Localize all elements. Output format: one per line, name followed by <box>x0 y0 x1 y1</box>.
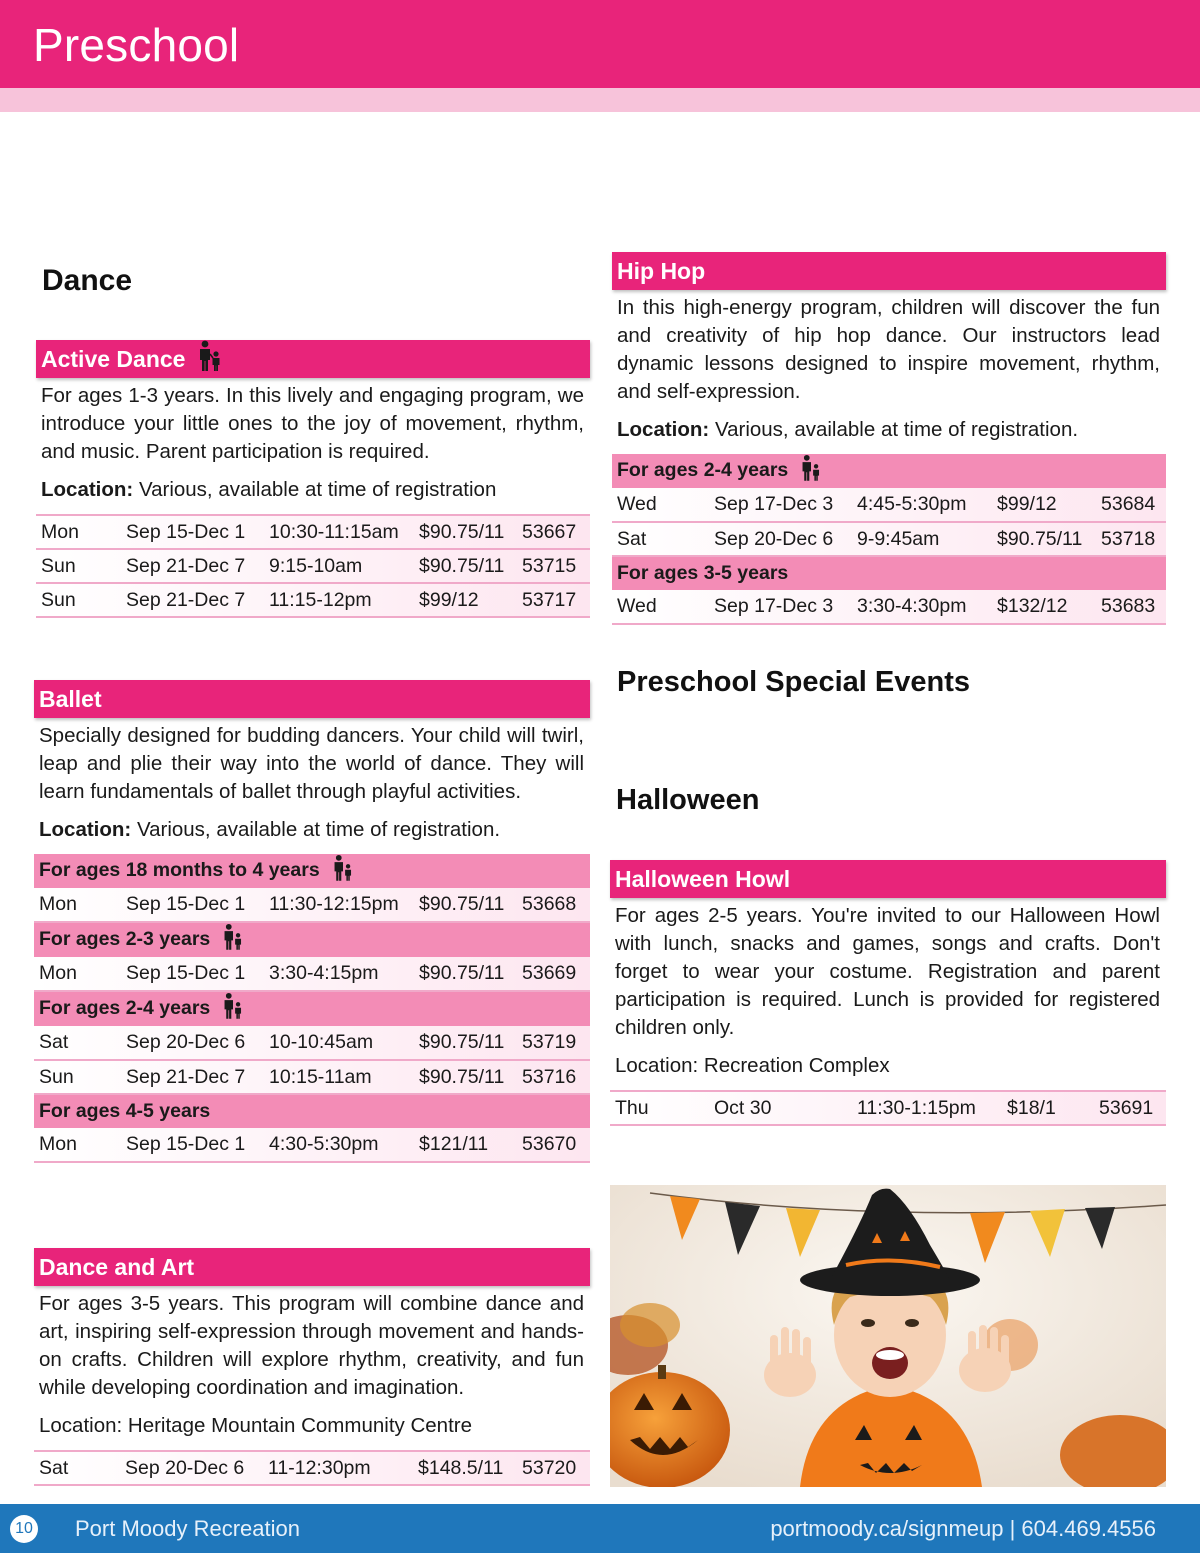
halloween-howl-program <box>610 860 1166 1126</box>
age-group-row: For ages 4-5 years <box>34 1094 590 1128</box>
halloween-howl-title: Halloween Howl <box>615 865 791 892</box>
table-row: Wed Sep 17-Dec 3 4:45-5:30pm $99/12 53684 <box>612 488 1166 522</box>
course-code[interactable]: 53718 <box>1096 522 1166 556</box>
page-title: Preschool <box>33 19 240 71</box>
age-group-row: For ages 2-4 years <box>34 991 590 1026</box>
dance-and-art-description: For ages 3-5 years. This program will combine dance and art, inspiring self-expression through movement and hands-on crafts. Children will explore rhythm, creativity, and fun while developing coordination and imagination. <box>39 1292 584 1399</box>
table-row: Sun Sep 21-Dec 7 10:15-11am $90.75/11 53716 <box>34 1060 590 1094</box>
ballet-description: Specially designed for budding dancers. Your child will twirl, leap and plie their way into the world of dance. They will learn fundamentals of ballet through playful activities. <box>39 724 584 803</box>
parent-child-icon <box>332 854 354 888</box>
hip-hop-title: Hip Hop <box>617 257 706 284</box>
header-stripe <box>0 88 1200 112</box>
hip-hop-program <box>612 252 1166 625</box>
table-row: Thu Oct 30 11:30-1:15pm $18/1 53691 <box>610 1091 1166 1125</box>
course-code[interactable]: 53715 <box>517 549 590 583</box>
hip-hop-location: Location: Various, available at time of registration. <box>617 418 1079 441</box>
table-row: Mon Sep 15-Dec 1 4:30-5:30pm $121/11 53670 <box>34 1128 590 1162</box>
left-column <box>36 264 590 1479</box>
course-code[interactable]: 53691 <box>1094 1091 1166 1125</box>
age-group-row: For ages 2-4 years <box>612 454 1166 488</box>
age-group-row: For ages 2-3 years <box>34 922 590 957</box>
table-row: Sun Sep 21-Dec 7 9:15-10am $90.75/11 53715 <box>36 549 590 583</box>
active-dance-title: Active Dance <box>41 345 186 372</box>
right-column <box>612 252 1166 1119</box>
dance-and-art-location: Location: Heritage Mountain Community Centre <box>39 1414 472 1437</box>
course-code[interactable]: 53683 <box>1096 590 1166 624</box>
page-footer <box>0 1504 1200 1553</box>
course-code[interactable]: 53684 <box>1096 488 1166 522</box>
dance-and-art-title: Dance and Art <box>39 1253 195 1280</box>
active-dance-location: Location: Various, available at time of registration <box>41 478 497 501</box>
table-row: Sat Sep 20-Dec 6 11-12:30pm $148.5/11 53720 <box>34 1451 590 1485</box>
halloween-howl-description: For ages 2-5 years. You're invited to our Halloween Howl with lunch, snacks and games, songs and crafts. Don't forget to wear your costume. Registration and parent participation is required. Lunch is provided for registered children only. <box>615 904 1160 1039</box>
course-code[interactable]: 53717 <box>517 583 590 617</box>
parent-child-icon <box>800 454 822 488</box>
table-row: Sun Sep 21-Dec 7 11:15-12pm $99/12 53717 <box>36 583 590 617</box>
halloween-heading: Halloween <box>616 784 760 816</box>
dance-and-art-schedule <box>34 1450 590 1486</box>
hip-hop-title-bar <box>612 252 1166 290</box>
ballet-location: Location: Various, available at time of registration. <box>39 818 501 841</box>
table-row: Mon Sep 15-Dec 1 10:30-11:15am $90.75/11 53667 <box>36 515 590 549</box>
table-row: Sat Sep 20-Dec 6 10-10:45am $90.75/11 53719 <box>34 1026 590 1060</box>
ballet-title-bar <box>34 680 590 718</box>
active-dance-title-bar <box>36 340 590 378</box>
active-dance-schedule <box>36 514 590 618</box>
parent-child-icon <box>222 992 244 1026</box>
course-code[interactable]: 53669 <box>517 957 590 991</box>
hip-hop-schedule <box>612 454 1166 625</box>
ballet-program <box>34 680 590 1163</box>
dance-heading: Dance <box>42 264 133 297</box>
dance-and-art-program <box>34 1248 590 1486</box>
page-number: 10 <box>10 1515 38 1543</box>
age-group-row: For ages 18 months to 4 years <box>34 854 590 888</box>
halloween-howl-title-bar <box>610 860 1166 898</box>
age-group-row: For ages 3-5 years <box>612 556 1166 590</box>
hip-hop-description: In this high-energy program, children will discover the fun and creativity of hip hop dance. Our instructors lead dynamic lessons designed to inspire movement, rhythm, and self-expression. <box>617 296 1160 403</box>
course-code[interactable]: 53667 <box>517 515 590 549</box>
halloween-child-photo <box>610 1185 1166 1487</box>
course-code[interactable]: 53668 <box>517 888 590 922</box>
halloween-howl-location: Location: Recreation Complex <box>615 1054 890 1077</box>
table-row: Sat Sep 20-Dec 6 9-9:45am $90.75/11 53718 <box>612 522 1166 556</box>
active-dance-program <box>36 340 590 618</box>
course-code[interactable]: 53719 <box>517 1026 590 1060</box>
halloween-howl-schedule <box>610 1090 1166 1126</box>
course-code[interactable]: 53670 <box>517 1128 590 1162</box>
dance-and-art-title-bar <box>34 1248 590 1286</box>
ballet-schedule <box>34 854 590 1163</box>
page-header <box>0 0 1200 88</box>
table-row: Wed Sep 17-Dec 3 3:30-4:30pm $132/12 53683 <box>612 590 1166 624</box>
table-row: Mon Sep 15-Dec 1 3:30-4:15pm $90.75/11 53669 <box>34 957 590 991</box>
footer-organization: Port Moody Recreation <box>75 1516 300 1541</box>
ballet-title: Ballet <box>39 685 102 712</box>
parent-child-icon <box>222 923 244 957</box>
active-dance-description: For ages 1-3 years. In this lively and engaging program, we introduce your little ones to the joy of movement, rhythm, and music. Parent participation is required. <box>41 384 584 463</box>
table-row: Mon Sep 15-Dec 1 11:30-12:15pm $90.75/11 53668 <box>34 888 590 922</box>
course-code[interactable]: 53720 <box>517 1451 590 1485</box>
special-events-heading: Preschool Special Events <box>617 666 970 698</box>
course-code[interactable]: 53716 <box>517 1060 590 1094</box>
parent-child-icon <box>197 340 223 378</box>
footer-contact-link[interactable]: portmoody.ca/signmeup | 604.469.4556 <box>770 1516 1156 1541</box>
